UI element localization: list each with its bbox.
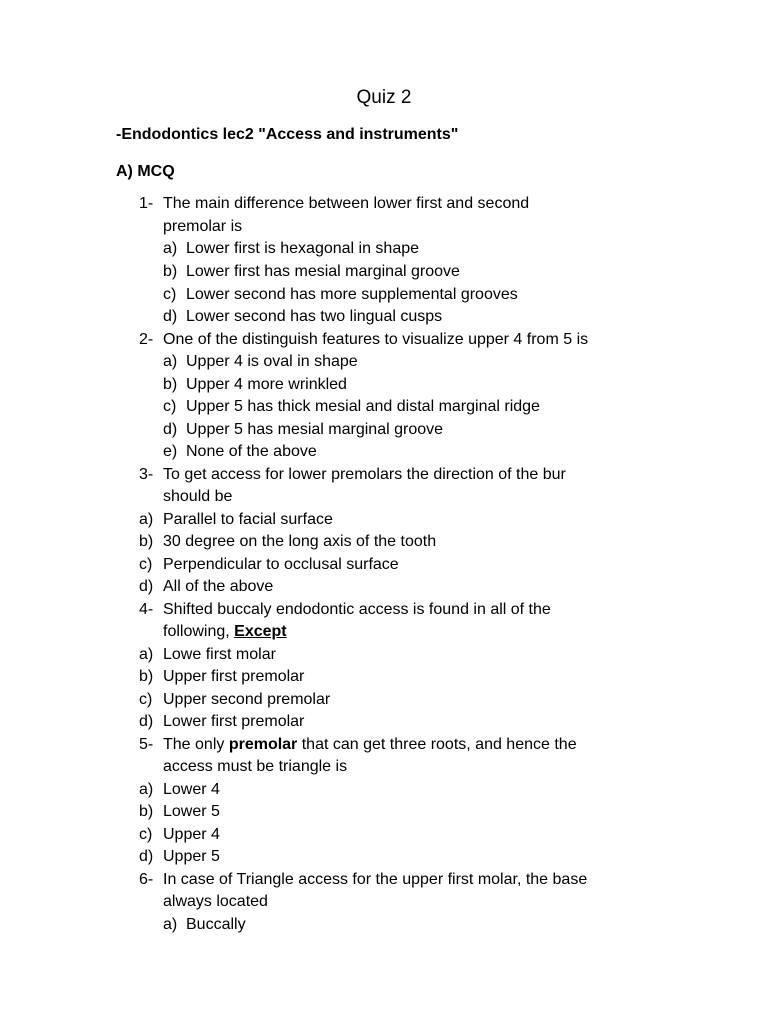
option-text: Lower second has two lingual cusps: [186, 308, 443, 325]
emphasis-except: Except: [234, 623, 287, 640]
lecture-heading: -Endodontics lec2 "Access and instruments": [116, 126, 459, 143]
option-letter: a): [139, 646, 154, 663]
question-text: One of the distinguish features to visualize upper 4 from 5 is: [163, 331, 589, 348]
quiz-title: Quiz 2: [356, 87, 412, 108]
option-letter: d): [139, 713, 154, 730]
option-text: Lower 5: [163, 803, 220, 820]
question-number: 3-: [139, 466, 154, 483]
question-text: should be: [163, 488, 233, 505]
option-letter: c): [163, 286, 177, 303]
option-text: 30 degree on the long axis of the tooth: [163, 533, 437, 550]
option-letter: c): [139, 691, 153, 708]
question-text-part: that can get three roots, and hence the: [297, 736, 577, 753]
question-text-part: The only: [163, 736, 229, 753]
option-letter: a): [163, 240, 178, 257]
option-letter: b): [139, 533, 154, 550]
option-text: Upper 5 has mesial marginal groove: [186, 421, 444, 438]
option-letter: b): [139, 803, 154, 820]
question-number: 4-: [139, 601, 154, 618]
option-letter: b): [163, 376, 178, 393]
option-text: Perpendicular to occlusal surface: [163, 556, 399, 573]
option-letter: b): [163, 263, 178, 280]
option-letter: d): [163, 308, 178, 325]
question-text: premolar is: [163, 218, 243, 235]
option-text: All of the above: [163, 578, 274, 595]
option-text: Upper 5: [163, 848, 220, 865]
option-text: Upper 5 has thick mesial and distal marginal ridge: [186, 398, 540, 415]
option-letter: d): [163, 421, 178, 438]
option-text: None of the above: [186, 443, 317, 460]
question-text: In case of Triangle access for the upper first molar, the base: [163, 871, 588, 888]
option-text: Lower first premolar: [163, 713, 305, 730]
option-text: Buccally: [186, 916, 246, 933]
option-letter: c): [139, 556, 153, 573]
question-number: 2-: [139, 331, 154, 348]
option-letter: c): [163, 398, 177, 415]
question-text: always located: [163, 893, 268, 910]
option-text: Lower second has more supplemental grooves: [186, 286, 518, 303]
option-text: Upper 4 is oval in shape: [186, 353, 358, 370]
option-letter: d): [139, 578, 154, 595]
question-text: Shifted buccaly endodontic access is found in all of the: [163, 601, 551, 618]
option-letter: c): [139, 826, 153, 843]
option-text: Upper first premolar: [163, 668, 305, 685]
option-letter: a): [163, 916, 178, 933]
option-text: Lower first is hexagonal in shape: [186, 240, 420, 257]
question-text: [163, 734, 577, 756]
option-text: Lowe first molar: [163, 646, 276, 663]
emphasis-premolar: premolar: [228, 736, 298, 753]
option-letter: a): [139, 781, 154, 798]
option-text: Lower 4: [163, 781, 220, 798]
question-number: 6-: [139, 871, 154, 888]
option-text: Lower first has mesial marginal groove: [186, 263, 460, 280]
option-text: Upper second premolar: [163, 691, 331, 708]
option-letter: b): [139, 668, 154, 685]
option-letter: a): [163, 353, 178, 370]
option-text: Upper 4: [163, 826, 220, 843]
question-text-part: following,: [163, 623, 235, 640]
question-text: The main difference between lower first and second: [163, 195, 530, 212]
option-letter: d): [139, 848, 154, 865]
option-letter: a): [139, 511, 154, 528]
section-heading: A) MCQ: [116, 163, 175, 180]
question-number: 5-: [139, 736, 154, 753]
option-text: Upper 4 more wrinkled: [186, 376, 347, 393]
question-text: [163, 621, 287, 643]
question-text: access must be triangle is: [163, 758, 348, 775]
question-text: To get access for lower premolars the direction of the bur: [163, 466, 566, 483]
question-number: 1-: [139, 195, 154, 212]
option-text: Parallel to facial surface: [163, 511, 333, 528]
option-letter: e): [163, 443, 178, 460]
